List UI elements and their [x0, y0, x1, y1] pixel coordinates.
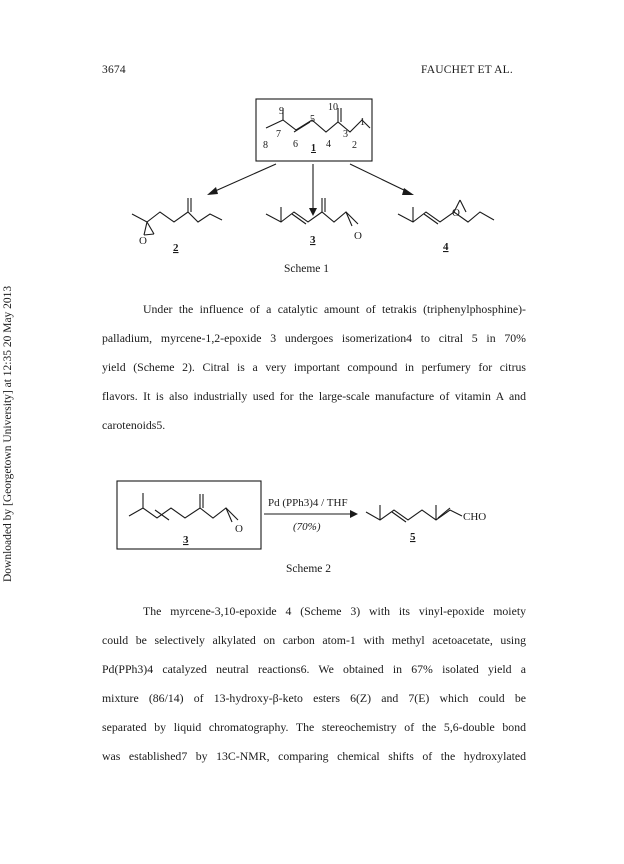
compound-3-oxygen: O [354, 230, 362, 242]
page-number: 3674 [102, 64, 126, 76]
atom-number-10: 10 [328, 102, 338, 113]
compound-5-label: 5 [410, 531, 416, 543]
compound-4-label: 4 [443, 241, 449, 253]
atom-number-7: 7 [276, 129, 281, 140]
paragraph-2-line-3: Pd(PPh3)4 catalyzed neutral reactions6. We obtained in 67% isolated yield a [102, 662, 526, 676]
atom-number-4: 4 [326, 139, 331, 150]
paragraph-2-line-2: could be selectively alkylated on carbon atom-1 with methyl acetoacetate, using [102, 633, 526, 647]
paragraph-2-line-6: was established7 by 13C-NMR, comparing chemical shifts of the hydroxylated [102, 749, 526, 763]
running-header-authors: FAUCHET ET AL. [421, 64, 513, 76]
scheme-2-caption: Scheme 2 [286, 563, 332, 575]
atom-number-8: 8 [263, 140, 268, 151]
reagent-label: Pd (PPh3)4 / THF [268, 497, 348, 509]
atom-number-1-top: 1 [360, 117, 365, 128]
download-watermark: Downloaded by [Georgetown University] at 12:35 20 May 2013 [2, 285, 14, 583]
compound-3-label: 3 [310, 234, 316, 246]
yield-label: (70%) [293, 521, 321, 533]
compound-4-oxygen: O [452, 207, 460, 219]
atom-number-6: 6 [293, 139, 298, 150]
scheme-2-oxygen: O [235, 523, 243, 535]
compound-2-oxygen: O [139, 235, 147, 247]
paragraph-2-line-4: mixture (86/14) of 13-hydroxy-β-keto esters 6(Z) and 7(E) which could be [102, 691, 526, 705]
paragraph-1-line-5: carotenoids5. [102, 418, 166, 432]
atom-number-3: 3 [343, 129, 348, 140]
paragraph-2-line-5: separated by liquid chromatography. The stereochemistry of the 5,6-double bond [102, 720, 526, 734]
paragraph-2-line-1: The myrcene-3,10-epoxide 4 (Scheme 3) with its vinyl-epoxide moiety [143, 604, 526, 618]
paragraph-1-line-3: yield (Scheme 2). Citral is a very important compound in perfumery for citrus [102, 360, 526, 374]
atom-number-2: 2 [352, 140, 357, 151]
paragraph-1-line-1: Under the influence of a catalytic amount of tetrakis (triphenylphosphine)- [143, 302, 526, 316]
scheme-1-caption: Scheme 1 [284, 263, 330, 275]
compound-2-label: 2 [173, 242, 179, 254]
compound-3-label-scheme2: 3 [183, 534, 189, 546]
product-cho-group: CHO [463, 511, 487, 523]
paragraph-1-line-2: palladium, myrcene-1,2-epoxide 3 undergoes isomerization4 to citral 5 in 70% [102, 331, 526, 345]
paragraph-1-line-4: flavors. It is also industrially used for the large-scale manufacture of vitamin A and [102, 389, 526, 403]
compound-1-label: 1 [311, 143, 316, 154]
atom-number-5: 5 [310, 114, 315, 125]
atom-number-9: 9 [279, 106, 284, 117]
